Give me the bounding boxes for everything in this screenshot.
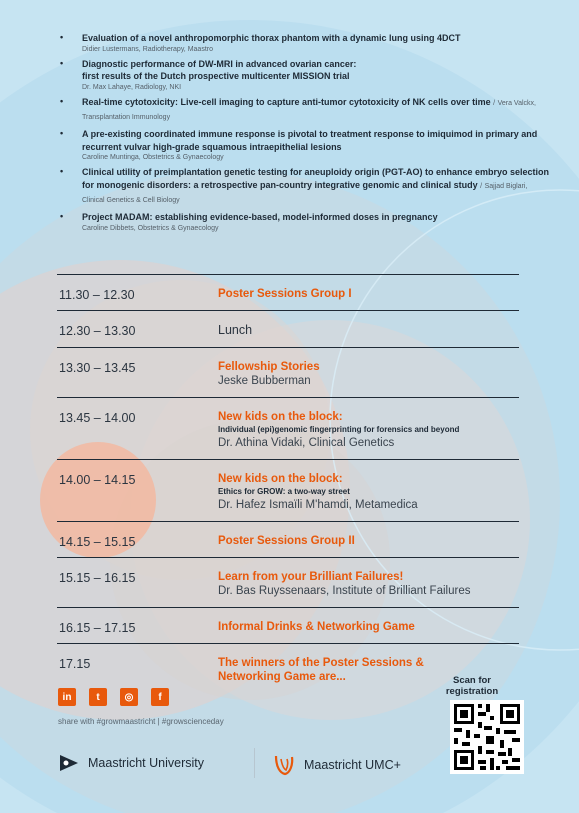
umc-logo-icon — [272, 753, 296, 777]
separator: / — [493, 99, 496, 107]
share-hashtags: share with #growmaastricht | #growscienceday — [58, 717, 224, 726]
abstract-title: Clinical utility of preimplantation genetic testing for aneuploidy origin (PGT-AO) to enhance embryo selection for monogenic disorders: a retrospective pan-country integrative genomic and clinical study — [82, 167, 550, 190]
abstract-title: Diagnostic performance of DW-MRI in advanced ovarian cancer: — [82, 58, 357, 69]
scan-label-line1: Scan for — [452, 675, 491, 686]
linkedin-icon[interactable]: in — [58, 688, 76, 706]
schedule-time: 16.15 – 17.15 — [59, 621, 136, 635]
event-title: Poster Sessions Group I — [218, 288, 352, 300]
abstract-item — [60, 58, 550, 93]
bullet: • — [60, 32, 64, 42]
event-speaker: Dr. Athina Vidaki, Clinical Genetics — [218, 437, 395, 449]
schedule-row — [57, 398, 519, 460]
event-title: New kids on the block: — [218, 473, 343, 485]
talk-title: Ethics for GROW: a two-way street — [218, 487, 350, 496]
abstract-item — [60, 96, 550, 125]
abstract-author: Dr. Max Lahaye, Radiology, NKI — [82, 83, 182, 91]
separator: / — [480, 182, 483, 190]
abstract-author: Caroline Dibbets, Obstetrics & Gynaecology — [82, 224, 219, 232]
abstract-title: Project MADAM: establishing evidence-based, model-informed doses in pregnancy — [82, 211, 438, 222]
abstract-title: A pre-existing coordinated immune response is pivotal to treatment response to imiquimod in primary and recurrent vulvar high-grade squamous intraepithelial lesions — [82, 128, 538, 152]
event-title: Learn from your Brilliant Failures! — [218, 571, 404, 583]
schedule-time: 13.30 – 13.45 — [59, 361, 136, 375]
event-title: Poster Sessions Group II — [218, 535, 355, 547]
social-links — [58, 688, 169, 706]
maastricht-university-logo — [58, 753, 204, 773]
abstract-item — [60, 211, 550, 234]
twitter-icon[interactable]: t — [89, 688, 107, 706]
scan-label — [442, 675, 502, 697]
schedule-row — [57, 460, 519, 522]
event-title: The winners of the Poster Sessions & — [218, 657, 424, 669]
mu-logo-icon — [58, 753, 80, 773]
schedule-time: 11.30 – 12.30 — [59, 288, 135, 302]
event-speaker: Dr. Hafez Ismaïli M'hamdi, Metamedica — [218, 499, 418, 511]
bullet: • — [60, 57, 64, 68]
registration-qr-code[interactable] — [450, 700, 524, 774]
schedule-time: 13.45 – 14.00 — [59, 411, 136, 425]
abstract-item — [60, 32, 550, 55]
schedule-time: 17.15 — [59, 657, 91, 671]
abstract-item — [60, 166, 550, 208]
schedule-row — [57, 522, 519, 558]
schedule-table — [57, 274, 519, 693]
event-title: Lunch — [218, 323, 253, 337]
abstract-author: Sajjad Biglari, Clinical Genetics & Cell Biology — [82, 182, 528, 205]
talk-title: Individual (epi)genomic fingerprinting for forensics and beyond — [218, 425, 460, 434]
schedule-time: 14.15 – 15.15 — [59, 535, 136, 549]
bullet: • — [60, 95, 64, 106]
bullet: • — [60, 210, 64, 221]
schedule-row — [57, 275, 519, 311]
schedule-time: 12.30 – 13.30 — [59, 324, 136, 338]
abstract-list — [60, 32, 550, 237]
abstract-item — [60, 128, 550, 163]
schedule-row — [57, 311, 519, 348]
schedule-row — [57, 348, 519, 398]
schedule-row — [57, 558, 519, 608]
abstract-title-line2: first results of the Dutch prospective multicenter MISSION trial — [82, 71, 350, 82]
schedule-row — [57, 608, 519, 644]
facebook-icon[interactable]: f — [151, 688, 169, 706]
instagram-icon[interactable]: ◎ — [120, 688, 138, 706]
abstract-author: Caroline Muntinga, Obstetrics & Gynaecology — [82, 154, 224, 162]
bullet: • — [60, 166, 64, 177]
schedule-time: 14.00 – 14.15 — [59, 473, 136, 487]
event-title-line2: Networking Game are... — [218, 671, 346, 683]
abstract-author: Vera Valckx, Transplantation Immunology — [82, 99, 536, 122]
scan-label-line2: registration — [445, 686, 499, 697]
abstract-author: Didier Lustermans, Radiotherapy, Maastro — [82, 45, 213, 53]
schedule-time: 15.15 – 16.15 — [59, 571, 136, 585]
logo-text: Maastricht University — [88, 756, 204, 770]
event-speaker: Jeske Bubberman — [218, 375, 311, 387]
abstract-title: Real-time cytotoxicity: Live-cell imaging to capture anti-tumor cytotoxicity of NK cells over time — [82, 96, 491, 107]
event-title: Informal Drinks & Networking Game — [218, 621, 415, 633]
abstract-title: Evaluation of a novel anthropomorphic thorax phantom with a dynamic lung using 4DCT — [82, 33, 461, 43]
logo-divider — [254, 748, 255, 778]
event-speaker: Dr. Bas Ruyssenaars, Institute of Brilliant Failures — [218, 585, 471, 597]
maastricht-umc-logo — [272, 753, 401, 777]
event-title: Fellowship Stories — [218, 361, 320, 373]
logo-text: Maastricht UMC+ — [304, 758, 401, 772]
bullet: • — [60, 127, 64, 138]
event-title: New kids on the block: — [218, 411, 343, 423]
